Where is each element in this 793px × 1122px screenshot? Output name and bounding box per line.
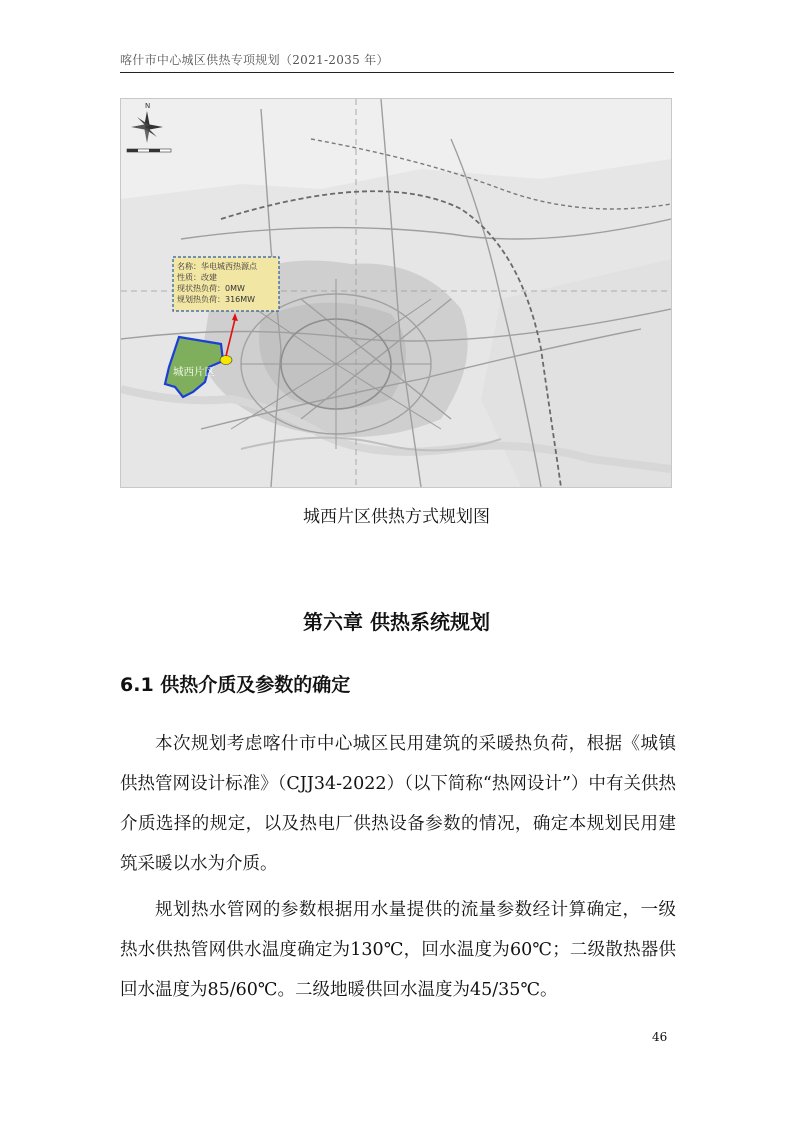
callout-line-planned-load: 规划热负荷：316MW (177, 295, 256, 304)
paragraph-network-parameters: 规划热水管网的参数根据用水量提供的流量参数经计算确定，一级热水供热管网供水温度确定为130℃，回水温度为60℃；二级散热器供回水温度为85/60℃。二级地暖供回水温度为45/35℃。 (120, 900, 676, 1000)
header-rule (120, 72, 674, 73)
paragraph-medium-selection: 本次规划考虑喀什市中心城区民用建筑的采暖热负荷，根据《城镇供热管网设计标准》（CJJ34-2022）（以下简称“热网设计”）中有关供热介质选择的规定，以及热电厂供热设备参数的情况，确定本规划民用建筑采暖以水为介质。 (120, 734, 676, 874)
chapter-title: 第六章 供热系统规划 (303, 610, 490, 634)
scale-bar (127, 149, 171, 152)
callout-line-current-load: 现状热负荷：0MW (177, 284, 245, 293)
callout-line-name: 名称：华电城西热源点 (177, 262, 257, 271)
callout-line-nature: 性质：改建 (177, 273, 217, 282)
running-header: 喀什市中心城区供热专项规划（2021-2035 年） (120, 53, 389, 67)
map-canvas (121, 99, 671, 487)
figure-caption: 城西片区供热方式规划图 (303, 507, 490, 527)
page-number: 46 (652, 1030, 668, 1044)
section-title: 6.1 供热介质及参数的确定 (120, 674, 351, 696)
planning-map (120, 98, 672, 488)
district-label: 城西片区 (173, 366, 215, 378)
heat-source-point (220, 356, 232, 365)
compass-label: N (145, 102, 151, 110)
